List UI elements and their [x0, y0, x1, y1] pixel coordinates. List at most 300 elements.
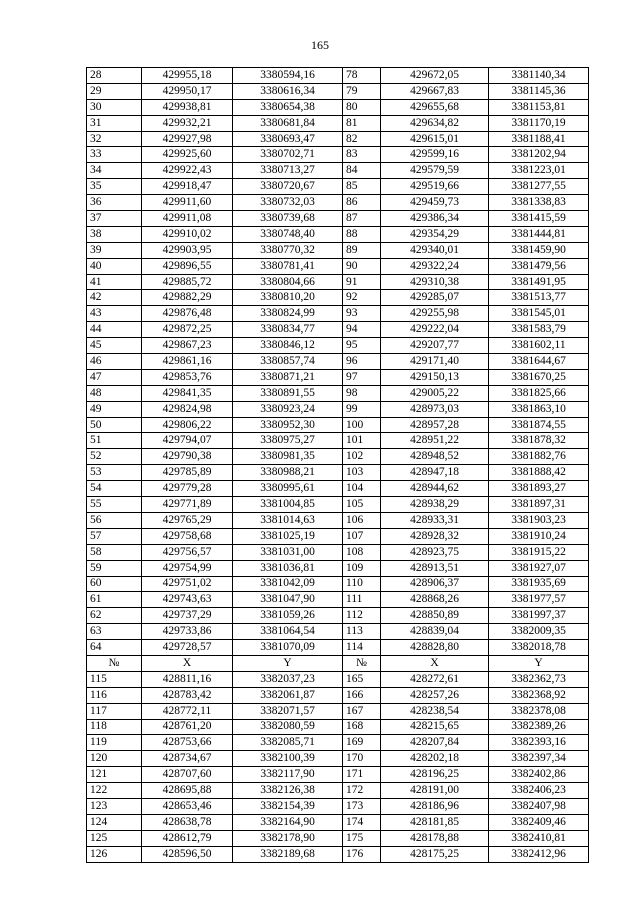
point-number-cell: 102 [343, 449, 381, 465]
x-coordinate-cell: 429386,34 [381, 211, 489, 227]
x-coordinate-cell: 429938,81 [142, 99, 233, 115]
point-number-cell: 92 [343, 290, 381, 306]
table-row [87, 735, 589, 751]
y-coordinate-cell: 3380770,32 [233, 242, 343, 258]
point-number-cell: 81 [343, 115, 381, 131]
x-coordinate-cell: 429005,22 [381, 385, 489, 401]
point-number-cell: 97 [343, 369, 381, 385]
point-number-cell: 87 [343, 211, 381, 227]
x-coordinate-cell: 429756,57 [142, 544, 233, 560]
x-coordinate-cell: 429728,57 [142, 640, 233, 656]
x-coordinate-cell: 428181,85 [381, 814, 489, 830]
table-row [87, 131, 589, 147]
y-coordinate-cell: 3381545,01 [489, 306, 589, 322]
x-coordinate-cell: 428186,96 [381, 798, 489, 814]
table-row [87, 258, 589, 274]
x-coordinate-cell: 429785,89 [142, 465, 233, 481]
y-coordinate-cell: 3380824,99 [233, 306, 343, 322]
point-number-cell: 109 [343, 560, 381, 576]
x-coordinate-cell: 428839,04 [381, 624, 489, 640]
y-coordinate-cell: 3381170,19 [489, 115, 589, 131]
point-number-cell: 34 [87, 163, 142, 179]
y-coordinate-cell: 3382018,78 [489, 640, 589, 656]
point-number-cell: 115 [87, 671, 142, 687]
coordinates-table-body-bottom [87, 671, 589, 862]
x-coordinate-cell: 429955,18 [142, 68, 233, 84]
y-coordinate-cell: 3381444,81 [489, 226, 589, 242]
y-coordinate-cell: 3381915,22 [489, 544, 589, 560]
y-coordinate-cell: 3381977,57 [489, 592, 589, 608]
table-row [87, 417, 589, 433]
x-coordinate-cell: 429872,25 [142, 322, 233, 338]
x-coordinate-cell: 429932,21 [142, 115, 233, 131]
x-coordinate-cell: 429806,22 [142, 417, 233, 433]
x-coordinate-cell: 429861,16 [142, 354, 233, 370]
point-number-cell: 33 [87, 147, 142, 163]
y-coordinate-cell: 3381893,27 [489, 481, 589, 497]
y-coordinate-cell: 3381459,90 [489, 242, 589, 258]
table-row [87, 147, 589, 163]
x-coordinate-cell: 429667,83 [381, 83, 489, 99]
point-number-cell: 53 [87, 465, 142, 481]
x-coordinate-cell: 428828,80 [381, 640, 489, 656]
point-number-cell: 120 [87, 751, 142, 767]
x-coordinate-cell: 429910,02 [142, 226, 233, 242]
y-coordinate-cell: 3380988,21 [233, 465, 343, 481]
y-coordinate-cell: 3382009,35 [489, 624, 589, 640]
y-coordinate-cell: 3382402,86 [489, 767, 589, 783]
header-y-left: Y [233, 655, 343, 671]
x-coordinate-cell: 429354,29 [381, 226, 489, 242]
point-number-cell: 95 [343, 338, 381, 354]
x-coordinate-cell: 428638,78 [142, 814, 233, 830]
y-coordinate-cell: 3380857,74 [233, 354, 343, 370]
point-number-cell: 36 [87, 195, 142, 211]
y-coordinate-cell: 3382368,92 [489, 687, 589, 703]
x-coordinate-cell: 428811,16 [142, 671, 233, 687]
x-coordinate-cell: 429599,16 [381, 147, 489, 163]
x-coordinate-cell: 428933,31 [381, 512, 489, 528]
y-coordinate-cell: 3380810,20 [233, 290, 343, 306]
point-number-cell: 37 [87, 211, 142, 227]
point-number-cell: 28 [87, 68, 142, 84]
x-coordinate-cell: 428761,20 [142, 719, 233, 735]
point-number-cell: 105 [343, 497, 381, 513]
x-coordinate-cell: 428772,11 [142, 703, 233, 719]
y-coordinate-cell: 3381140,34 [489, 68, 589, 84]
x-coordinate-cell: 429322,24 [381, 258, 489, 274]
point-number-cell: 121 [87, 767, 142, 783]
table-row [87, 179, 589, 195]
x-coordinate-cell: 429911,08 [142, 211, 233, 227]
x-coordinate-cell: 429927,98 [142, 131, 233, 147]
y-coordinate-cell: 3382061,87 [233, 687, 343, 703]
table-row [87, 274, 589, 290]
point-number-cell: 51 [87, 433, 142, 449]
table-row [87, 703, 589, 719]
table-header-row [87, 655, 589, 671]
y-coordinate-cell: 3381047,90 [233, 592, 343, 608]
x-coordinate-cell: 429672,05 [381, 68, 489, 84]
point-number-cell: 166 [343, 687, 381, 703]
point-number-cell: 45 [87, 338, 142, 354]
x-coordinate-cell: 429754,99 [142, 560, 233, 576]
y-coordinate-cell: 3380693,47 [233, 131, 343, 147]
point-number-cell: 39 [87, 242, 142, 258]
x-coordinate-cell: 428191,00 [381, 783, 489, 799]
y-coordinate-cell: 3380834,77 [233, 322, 343, 338]
x-coordinate-cell: 428906,37 [381, 576, 489, 592]
table-row [87, 560, 589, 576]
point-number-cell: 78 [343, 68, 381, 84]
x-coordinate-cell: 429853,76 [142, 369, 233, 385]
table-row [87, 481, 589, 497]
table-row [87, 385, 589, 401]
x-coordinate-cell: 429758,68 [142, 528, 233, 544]
table-row [87, 830, 589, 846]
table-row [87, 783, 589, 799]
x-coordinate-cell: 429841,35 [142, 385, 233, 401]
x-coordinate-cell: 428947,18 [381, 465, 489, 481]
point-number-cell: 126 [87, 846, 142, 862]
x-coordinate-cell: 429340,01 [381, 242, 489, 258]
x-coordinate-cell: 429519,66 [381, 179, 489, 195]
point-number-cell: 96 [343, 354, 381, 370]
x-coordinate-cell: 428850,89 [381, 608, 489, 624]
point-number-cell: 124 [87, 814, 142, 830]
y-coordinate-cell: 3380748,40 [233, 226, 343, 242]
table-row [87, 751, 589, 767]
point-number-cell: 40 [87, 258, 142, 274]
point-number-cell: 168 [343, 719, 381, 735]
y-coordinate-cell: 3382407,98 [489, 798, 589, 814]
point-number-cell: 44 [87, 322, 142, 338]
y-coordinate-cell: 3381825,66 [489, 385, 589, 401]
y-coordinate-cell: 3380654,38 [233, 99, 343, 115]
x-coordinate-cell: 429579,59 [381, 163, 489, 179]
x-coordinate-cell: 428753,66 [142, 735, 233, 751]
table-row [87, 306, 589, 322]
table-row [87, 449, 589, 465]
point-number-cell: 88 [343, 226, 381, 242]
y-coordinate-cell: 3381223,01 [489, 163, 589, 179]
y-coordinate-cell: 3381491,95 [489, 274, 589, 290]
y-coordinate-cell: 3381188,41 [489, 131, 589, 147]
y-coordinate-cell: 3381145,36 [489, 83, 589, 99]
point-number-cell: 170 [343, 751, 381, 767]
y-coordinate-cell: 3381670,25 [489, 369, 589, 385]
x-coordinate-cell: 428951,22 [381, 433, 489, 449]
y-coordinate-cell: 3381874,55 [489, 417, 589, 433]
y-coordinate-cell: 3382037,23 [233, 671, 343, 687]
point-number-cell: 41 [87, 274, 142, 290]
point-number-cell: 82 [343, 131, 381, 147]
point-number-cell: 62 [87, 608, 142, 624]
point-number-cell: 47 [87, 369, 142, 385]
y-coordinate-cell: 3382410,81 [489, 830, 589, 846]
point-number-cell: 101 [343, 433, 381, 449]
x-coordinate-cell: 429733,86 [142, 624, 233, 640]
x-coordinate-cell: 429459,73 [381, 195, 489, 211]
x-coordinate-cell: 429310,38 [381, 274, 489, 290]
y-coordinate-cell: 3381997,37 [489, 608, 589, 624]
x-coordinate-cell: 429903,95 [142, 242, 233, 258]
table-row [87, 544, 589, 560]
y-coordinate-cell: 3380846,12 [233, 338, 343, 354]
x-coordinate-cell: 429950,17 [142, 83, 233, 99]
y-coordinate-cell: 3381004,85 [233, 497, 343, 513]
x-coordinate-cell: 429896,55 [142, 258, 233, 274]
y-coordinate-cell: 3381878,32 [489, 433, 589, 449]
x-coordinate-cell: 429918,47 [142, 179, 233, 195]
x-coordinate-cell: 428928,32 [381, 528, 489, 544]
point-number-cell: 59 [87, 560, 142, 576]
y-coordinate-cell: 3381935,69 [489, 576, 589, 592]
x-coordinate-cell: 428734,67 [142, 751, 233, 767]
point-number-cell: 35 [87, 179, 142, 195]
x-coordinate-cell: 429255,98 [381, 306, 489, 322]
point-number-cell: 83 [343, 147, 381, 163]
y-coordinate-cell: 3382389,26 [489, 719, 589, 735]
point-number-cell: 174 [343, 814, 381, 830]
point-number-cell: 63 [87, 624, 142, 640]
x-coordinate-cell: 428178,88 [381, 830, 489, 846]
x-coordinate-cell: 429751,02 [142, 576, 233, 592]
point-number-cell: 56 [87, 512, 142, 528]
page-number: 165 [311, 38, 329, 52]
point-number-cell: 167 [343, 703, 381, 719]
point-number-cell: 49 [87, 401, 142, 417]
coordinates-table [86, 67, 589, 863]
point-number-cell: 106 [343, 512, 381, 528]
y-coordinate-cell: 3380720,67 [233, 179, 343, 195]
x-coordinate-cell: 429222,04 [381, 322, 489, 338]
table-row [87, 226, 589, 242]
table-row [87, 576, 589, 592]
point-number-cell: 169 [343, 735, 381, 751]
point-number-cell: 91 [343, 274, 381, 290]
point-number-cell: 176 [343, 846, 381, 862]
point-number-cell: 55 [87, 497, 142, 513]
point-number-cell: 122 [87, 783, 142, 799]
y-coordinate-cell: 3382100,39 [233, 751, 343, 767]
point-number-cell: 110 [343, 576, 381, 592]
table-row [87, 354, 589, 370]
point-number-cell: 113 [343, 624, 381, 640]
point-number-cell: 38 [87, 226, 142, 242]
x-coordinate-cell: 428868,26 [381, 592, 489, 608]
x-coordinate-cell: 428175,25 [381, 846, 489, 862]
point-number-cell: 94 [343, 322, 381, 338]
x-coordinate-cell: 429171,40 [381, 354, 489, 370]
point-number-cell: 61 [87, 592, 142, 608]
point-number-cell: 123 [87, 798, 142, 814]
x-coordinate-cell: 429876,48 [142, 306, 233, 322]
y-coordinate-cell: 3382117,90 [233, 767, 343, 783]
table-row [87, 401, 589, 417]
x-coordinate-cell: 429925,60 [142, 147, 233, 163]
point-number-cell: 57 [87, 528, 142, 544]
y-coordinate-cell: 3381025,19 [233, 528, 343, 544]
x-coordinate-cell: 429771,89 [142, 497, 233, 513]
point-number-cell: 80 [343, 99, 381, 115]
point-number-cell: 125 [87, 830, 142, 846]
table-row [87, 115, 589, 131]
x-coordinate-cell: 428923,75 [381, 544, 489, 560]
y-coordinate-cell: 3380804,66 [233, 274, 343, 290]
x-coordinate-cell: 429867,23 [142, 338, 233, 354]
x-coordinate-cell: 428707,60 [142, 767, 233, 783]
point-number-cell: 60 [87, 576, 142, 592]
table-row [87, 814, 589, 830]
point-number-cell: 114 [343, 640, 381, 656]
y-coordinate-cell: 3382406,23 [489, 783, 589, 799]
table-row [87, 640, 589, 656]
y-coordinate-cell: 3381070,09 [233, 640, 343, 656]
point-number-cell: 117 [87, 703, 142, 719]
y-coordinate-cell: 3381415,59 [489, 211, 589, 227]
x-coordinate-cell: 429824,98 [142, 401, 233, 417]
x-coordinate-cell: 428913,51 [381, 560, 489, 576]
table-row [87, 592, 589, 608]
point-number-cell: 173 [343, 798, 381, 814]
point-number-cell: 50 [87, 417, 142, 433]
y-coordinate-cell: 3380713,27 [233, 163, 343, 179]
y-coordinate-cell: 3380871,21 [233, 369, 343, 385]
table-row [87, 68, 589, 84]
y-coordinate-cell: 3380975,27 [233, 433, 343, 449]
x-coordinate-cell: 428257,26 [381, 687, 489, 703]
table-row [87, 163, 589, 179]
x-coordinate-cell: 428202,18 [381, 751, 489, 767]
y-coordinate-cell: 3381277,55 [489, 179, 589, 195]
x-coordinate-cell: 428973,03 [381, 401, 489, 417]
point-number-cell: 107 [343, 528, 381, 544]
y-coordinate-cell: 3382154,39 [233, 798, 343, 814]
point-number-cell: 100 [343, 417, 381, 433]
point-number-cell: 85 [343, 179, 381, 195]
y-coordinate-cell: 3382412,96 [489, 846, 589, 862]
point-number-cell: 165 [343, 671, 381, 687]
table-row [87, 242, 589, 258]
coordinates-table-body-top [87, 68, 589, 656]
table-row [87, 369, 589, 385]
point-number-cell: 116 [87, 687, 142, 703]
y-coordinate-cell: 3381888,42 [489, 465, 589, 481]
point-number-cell: 52 [87, 449, 142, 465]
y-coordinate-cell: 3381583,79 [489, 322, 589, 338]
y-coordinate-cell: 3381031,00 [233, 544, 343, 560]
y-coordinate-cell: 3382397,34 [489, 751, 589, 767]
point-number-cell: 108 [343, 544, 381, 560]
x-coordinate-cell: 429779,28 [142, 481, 233, 497]
point-number-cell: 48 [87, 385, 142, 401]
y-coordinate-cell: 3382409,46 [489, 814, 589, 830]
x-coordinate-cell: 428596,50 [142, 846, 233, 862]
y-coordinate-cell: 3381064,54 [233, 624, 343, 640]
x-coordinate-cell: 429743,63 [142, 592, 233, 608]
x-coordinate-cell: 429882,29 [142, 290, 233, 306]
x-coordinate-cell: 428783,42 [142, 687, 233, 703]
x-coordinate-cell: 429655,68 [381, 99, 489, 115]
x-coordinate-cell: 428207,84 [381, 735, 489, 751]
x-coordinate-cell: 429207,77 [381, 338, 489, 354]
y-coordinate-cell: 3381910,24 [489, 528, 589, 544]
y-coordinate-cell: 3380891,55 [233, 385, 343, 401]
x-coordinate-cell: 428938,29 [381, 497, 489, 513]
y-coordinate-cell: 3380923,24 [233, 401, 343, 417]
y-coordinate-cell: 3381903,23 [489, 512, 589, 528]
table-row [87, 465, 589, 481]
y-coordinate-cell: 3381927,07 [489, 560, 589, 576]
point-number-cell: 118 [87, 719, 142, 735]
y-coordinate-cell: 3382362,73 [489, 671, 589, 687]
x-coordinate-cell: 428272,61 [381, 671, 489, 687]
point-number-cell: 54 [87, 481, 142, 497]
x-coordinate-cell: 428653,46 [142, 798, 233, 814]
point-number-cell: 46 [87, 354, 142, 370]
point-number-cell: 79 [343, 83, 381, 99]
table-row [87, 528, 589, 544]
x-coordinate-cell: 428196,25 [381, 767, 489, 783]
table-row [87, 512, 589, 528]
y-coordinate-cell: 3381863,10 [489, 401, 589, 417]
y-coordinate-cell: 3380732,03 [233, 195, 343, 211]
table-row [87, 798, 589, 814]
point-number-cell: 90 [343, 258, 381, 274]
x-coordinate-cell: 428695,88 [142, 783, 233, 799]
y-coordinate-cell: 3380702,71 [233, 147, 343, 163]
y-coordinate-cell: 3381882,76 [489, 449, 589, 465]
y-coordinate-cell: 3381644,67 [489, 354, 589, 370]
table-row [87, 99, 589, 115]
header-y-right: Y [489, 655, 589, 671]
point-number-cell: 84 [343, 163, 381, 179]
y-coordinate-cell: 3381059,26 [233, 608, 343, 624]
x-coordinate-cell: 428215,65 [381, 719, 489, 735]
y-coordinate-cell: 3381338,83 [489, 195, 589, 211]
point-number-cell: 99 [343, 401, 381, 417]
y-coordinate-cell: 3381602,11 [489, 338, 589, 354]
point-number-cell: 119 [87, 735, 142, 751]
y-coordinate-cell: 3381202,94 [489, 147, 589, 163]
x-coordinate-cell: 429911,60 [142, 195, 233, 211]
table-row [87, 687, 589, 703]
header-x-left: X [142, 655, 233, 671]
point-number-cell: 103 [343, 465, 381, 481]
table-row [87, 433, 589, 449]
header-number-right: № [343, 655, 381, 671]
y-coordinate-cell: 3382393,16 [489, 735, 589, 751]
y-coordinate-cell: 3381513,77 [489, 290, 589, 306]
x-coordinate-cell: 428944,62 [381, 481, 489, 497]
coordinates-table-header [87, 655, 589, 671]
y-coordinate-cell: 3382126,38 [233, 783, 343, 799]
y-coordinate-cell: 3380781,41 [233, 258, 343, 274]
x-coordinate-cell: 428948,52 [381, 449, 489, 465]
header-number-left: № [87, 655, 142, 671]
table-row [87, 338, 589, 354]
table-row [87, 624, 589, 640]
point-number-cell: 112 [343, 608, 381, 624]
y-coordinate-cell: 3380616,34 [233, 83, 343, 99]
point-number-cell: 171 [343, 767, 381, 783]
point-number-cell: 42 [87, 290, 142, 306]
table-row [87, 322, 589, 338]
point-number-cell: 31 [87, 115, 142, 131]
x-coordinate-cell: 429922,43 [142, 163, 233, 179]
x-coordinate-cell: 429150,13 [381, 369, 489, 385]
